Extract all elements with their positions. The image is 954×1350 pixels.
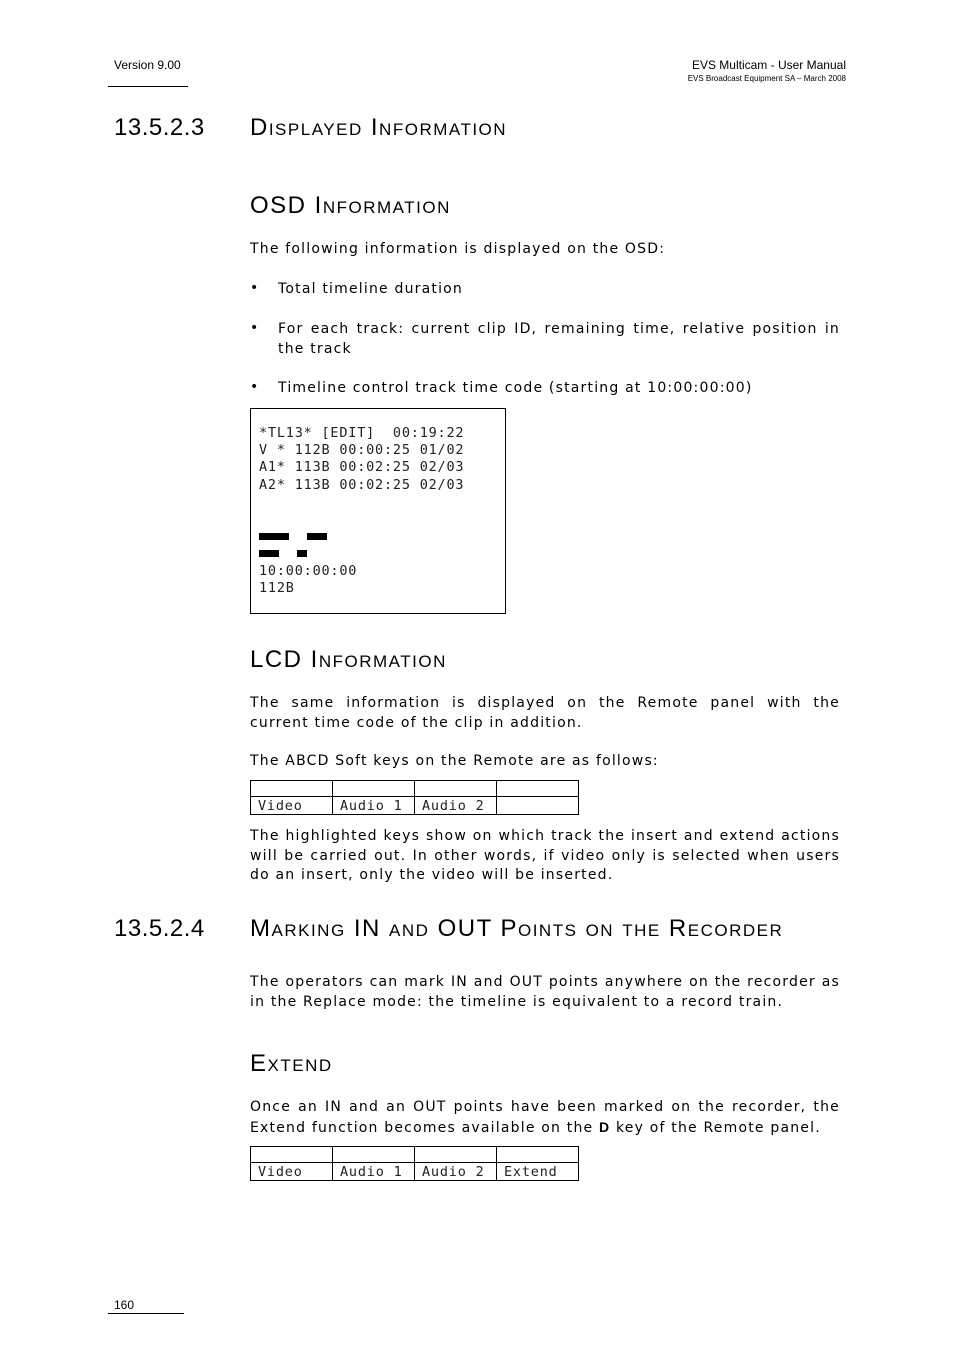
osd-line-clip: 112B bbox=[259, 580, 295, 596]
softkeys-table bbox=[250, 780, 579, 815]
osd-screen-example bbox=[250, 408, 506, 614]
extend-softkeys-table bbox=[250, 1146, 579, 1181]
section-title: Displayed Information bbox=[250, 114, 508, 141]
softkey-b: Audio 1 bbox=[333, 1163, 415, 1181]
osd-bullet-item: For each track: current clip ID, remaining time, relative position in the track bbox=[278, 321, 840, 357]
osd-intro: The following information is displayed on the OSD: bbox=[250, 241, 666, 257]
lcd-heading: LCD Information bbox=[250, 646, 447, 673]
header-company-line: EVS Broadcast Equipment SA – March 2008 bbox=[687, 74, 846, 83]
osd-line-video: V * 112B 00:00:25 01/02 bbox=[259, 442, 465, 458]
section-number: 13.5.2.4 bbox=[114, 915, 205, 942]
osd-line-audio1: A1* 113B 00:02:25 02/03 bbox=[259, 459, 465, 475]
bullet-marker: • bbox=[250, 320, 259, 336]
softkey-d: Extend bbox=[497, 1163, 579, 1181]
extend-paragraph bbox=[250, 1098, 840, 1138]
softkey-c: Audio 2 bbox=[415, 797, 497, 815]
osd-line-timecode: 10:00:00:00 bbox=[259, 563, 358, 579]
osd-bullet-item: Total timeline duration bbox=[278, 281, 464, 297]
header-version: Version 9.00 bbox=[114, 58, 181, 72]
softkey-a: Video bbox=[251, 797, 333, 815]
lcd-paragraph: The same information is displayed on the Remote panel with the current time code of the clip in addition. bbox=[250, 695, 840, 731]
lcd-highlight-paragraph: The highlighted keys show on which track the insert and extend actions will be carried out. In other words, if video only is selected when users do an insert, only the video will be inserted. bbox=[250, 828, 840, 883]
extend-paragraph-text-end: key of the Remote panel. bbox=[610, 1119, 821, 1136]
osd-heading: OSD Information bbox=[250, 192, 451, 219]
page-number: 160 bbox=[114, 1298, 135, 1312]
bullet-marker: • bbox=[250, 280, 259, 296]
extend-paragraph-text: Once an IN and an OUT points have been marked on the recorder, the Extend function becomes available on the bbox=[250, 1099, 840, 1136]
footer-rule bbox=[108, 1313, 184, 1314]
extend-key-letter: D bbox=[599, 1118, 611, 1135]
section-title: Marking IN and OUT Points on the Recorder bbox=[250, 915, 784, 942]
header-rule bbox=[108, 86, 188, 87]
osd-bullet-item: Timeline control track time code (starting at 10:00:00:00) bbox=[278, 380, 753, 396]
softkey-a: Video bbox=[251, 1163, 333, 1181]
osd-line-timeline: *TL13* [EDIT] 00:19:22 bbox=[259, 425, 465, 441]
lcd-softkeys-intro: The ABCD Soft keys on the Remote are as follows: bbox=[250, 753, 659, 769]
extend-heading: Extend bbox=[250, 1050, 333, 1077]
section-number: 13.5.2.3 bbox=[114, 114, 205, 141]
bullet-marker: • bbox=[250, 379, 259, 395]
header-manual-title: EVS Multicam - User Manual bbox=[691, 58, 846, 72]
osd-line-audio2: A2* 113B 00:02:25 02/03 bbox=[259, 477, 465, 493]
header-right bbox=[688, 58, 846, 83]
marking-paragraph: The operators can mark IN and OUT points anywhere on the recorder as in the Replace mode: the timeline is equivalent to a record train. bbox=[250, 974, 840, 1010]
softkey-c: Audio 2 bbox=[415, 1163, 497, 1181]
softkey-b: Audio 1 bbox=[333, 797, 415, 815]
softkey-d bbox=[497, 797, 579, 815]
